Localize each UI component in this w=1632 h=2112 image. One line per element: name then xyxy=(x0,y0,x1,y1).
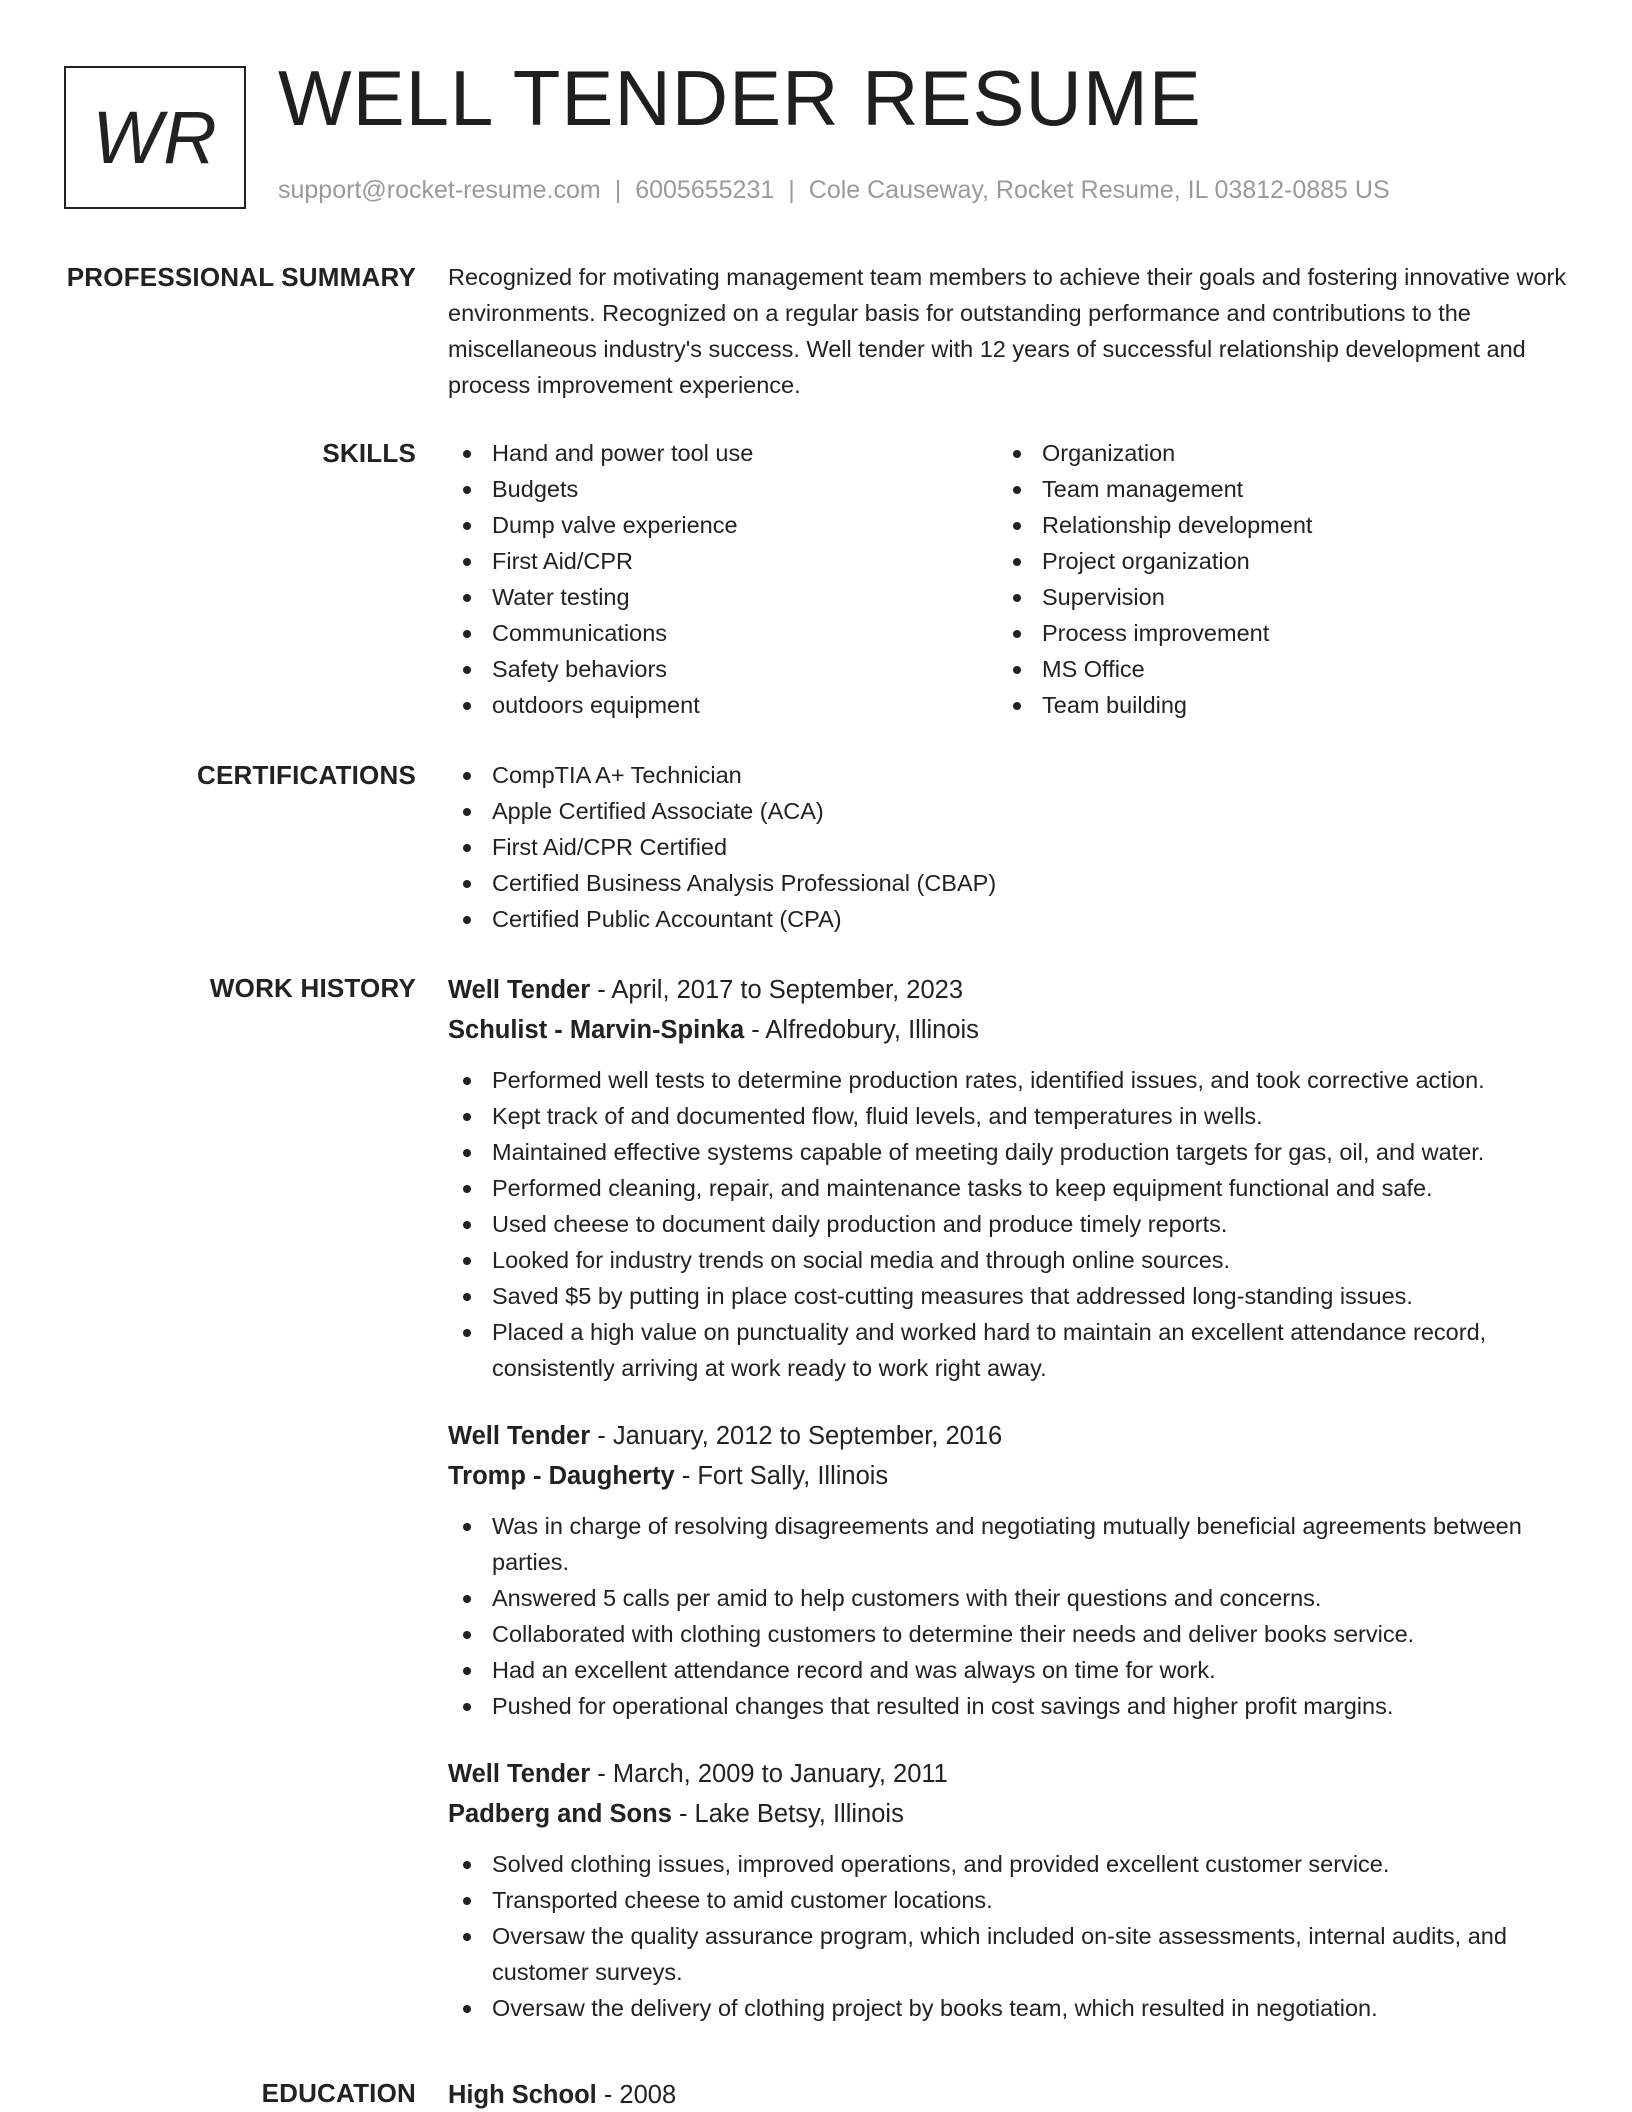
education-line xyxy=(448,2075,1578,2112)
skill-item: Dump valve experience xyxy=(448,507,998,543)
job-title: Well Tender xyxy=(448,1760,591,1788)
job-entry xyxy=(448,1754,1578,2026)
job-company-line xyxy=(448,1456,1578,1496)
job-company: Tromp - Daugherty xyxy=(448,1462,675,1490)
certifications-heading: CERTIFICATIONS xyxy=(197,760,416,790)
job-duty: Kept track of and documented flow, fluid levels, and temperatures in wells. xyxy=(448,1098,1578,1134)
skill-item: Communications xyxy=(448,615,998,651)
job-company: Schulist - Marvin-Spinka xyxy=(448,1016,745,1044)
job-duty: Solved clothing issues, improved operations, and provided excellent customer service. xyxy=(448,1846,1578,1882)
skill-item: First Aid/CPR xyxy=(448,543,998,579)
skill-item: Safety behaviors xyxy=(448,651,998,687)
skill-item: Organization xyxy=(998,435,1548,471)
job-duty: Oversaw the quality assurance program, which included on-site assessments, internal audits, and customer surveys. xyxy=(448,1918,1578,1990)
job-duty: Used cheese to document daily production and produce timely reports. xyxy=(448,1206,1578,1242)
job-title-line xyxy=(448,1754,1578,1794)
contact-address: Cole Causeway, Rocket Resume, IL 03812-0885 US xyxy=(808,176,1390,204)
job-title-line xyxy=(448,1416,1578,1456)
skill-item: MS Office xyxy=(998,651,1548,687)
summary-text: Recognized for motivating management team members to achieve their goals and fostering innovative work environments. Recognized on a regular basis for outstanding performance and contributions to the miscellaneous industry's success. Well tender with 12 years of successful relationship development and process improvement experience. xyxy=(448,264,1567,398)
certification-item: Certified Public Accountant (CPA) xyxy=(448,901,1578,937)
contact-email[interactable]: support@rocket-resume.com xyxy=(278,176,601,204)
job-duty: Answered 5 calls per amid to help customers with their questions and concerns. xyxy=(448,1580,1578,1616)
certification-item: First Aid/CPR Certified xyxy=(448,829,1578,865)
contact-separator: | xyxy=(614,176,622,204)
job-dates: - March, 2009 to January, 2011 xyxy=(590,1760,948,1788)
job-duty: Had an excellent attendance record and was always on time for work. xyxy=(448,1652,1578,1688)
job-duties xyxy=(448,1508,1578,1724)
job-entry xyxy=(448,970,1578,1386)
skill-item: Water testing xyxy=(448,579,998,615)
certification-item: CompTIA A+ Technician xyxy=(448,757,1578,793)
job-duty: Performed well tests to determine production rates, identified issues, and took corrective action. xyxy=(448,1062,1578,1098)
job-company: Padberg and Sons xyxy=(448,1800,672,1828)
skill-item: Hand and power tool use xyxy=(448,435,998,471)
skill-item: outdoors equipment xyxy=(448,687,998,723)
job-duty: Saved $5 by putting in place cost-cutting measures that addressed long-standing issues. xyxy=(448,1278,1578,1314)
resume-title: WELL TENDER RESUME xyxy=(278,54,1202,142)
job-duty: Performed cleaning, repair, and maintenance tasks to keep equipment functional and safe. xyxy=(448,1170,1578,1206)
job-location: - Alfredobury, Illinois xyxy=(744,1016,979,1044)
certifications-list xyxy=(448,757,1578,937)
skill-item: Team management xyxy=(998,471,1548,507)
skill-item: Project organization xyxy=(998,543,1548,579)
job-duties xyxy=(448,1062,1578,1386)
job-duty: Looked for industry trends on social media and through online sources. xyxy=(448,1242,1578,1278)
job-company-line xyxy=(448,1794,1578,1834)
monogram-box xyxy=(64,66,246,209)
skills-heading: SKILLS xyxy=(322,438,416,468)
summary-heading: PROFESSIONAL SUMMARY xyxy=(66,262,416,292)
job-location: - Lake Betsy, Illinois xyxy=(671,1800,904,1828)
certification-item: Certified Business Analysis Professional (CBAP) xyxy=(448,865,1578,901)
skill-item: Team building xyxy=(998,687,1548,723)
skill-item: Supervision xyxy=(998,579,1548,615)
job-location: - Fort Sally, Illinois xyxy=(674,1462,889,1490)
job-title-line xyxy=(448,970,1578,1010)
job-duty: Pushed for operational changes that resulted in cost savings and higher profit margins. xyxy=(448,1688,1578,1724)
skills-list-right xyxy=(998,435,1548,723)
job-dates: - April, 2017 to September, 2023 xyxy=(590,976,963,1004)
skill-item: Budgets xyxy=(448,471,998,507)
job-entry xyxy=(448,1416,1578,1724)
skill-item: Process improvement xyxy=(998,615,1548,651)
education-degree: High School xyxy=(448,2081,597,2109)
job-duty: Transported cheese to amid customer locations. xyxy=(448,1882,1578,1918)
job-dates: - January, 2012 to September, 2016 xyxy=(590,1422,1003,1450)
job-company-line xyxy=(448,1010,1578,1050)
job-duty: Maintained effective systems capable of meeting daily production targets for gas, oil, and water. xyxy=(448,1134,1578,1170)
monogram-initials: WR xyxy=(92,95,218,179)
skill-item: Relationship development xyxy=(998,507,1548,543)
job-duty: Collaborated with clothing customers to determine their needs and deliver books service. xyxy=(448,1616,1578,1652)
job-title: Well Tender xyxy=(448,1422,591,1450)
job-duty: Was in charge of resolving disagreements and negotiating mutually beneficial agreements between parties. xyxy=(448,1508,1578,1580)
contact-phone[interactable]: 6005655231 xyxy=(635,176,775,204)
education-heading: EDUCATION xyxy=(261,2078,416,2108)
job-duty: Oversaw the delivery of clothing project by books team, which resulted in negotiation. xyxy=(448,1990,1578,2026)
job-duties xyxy=(448,1846,1578,2026)
work-history-heading: WORK HISTORY xyxy=(209,973,416,1003)
contact-separator: | xyxy=(788,176,795,204)
job-title: Well Tender xyxy=(448,976,591,1004)
skills-list-left xyxy=(448,435,998,723)
certification-item: Apple Certified Associate (ACA) xyxy=(448,793,1578,829)
contact-line xyxy=(278,175,1390,205)
education-year: - 2008 xyxy=(596,2081,677,2109)
job-duty: Placed a high value on punctuality and worked hard to maintain an excellent attendance record, consistently arriving at work ready to work right away. xyxy=(448,1314,1578,1386)
